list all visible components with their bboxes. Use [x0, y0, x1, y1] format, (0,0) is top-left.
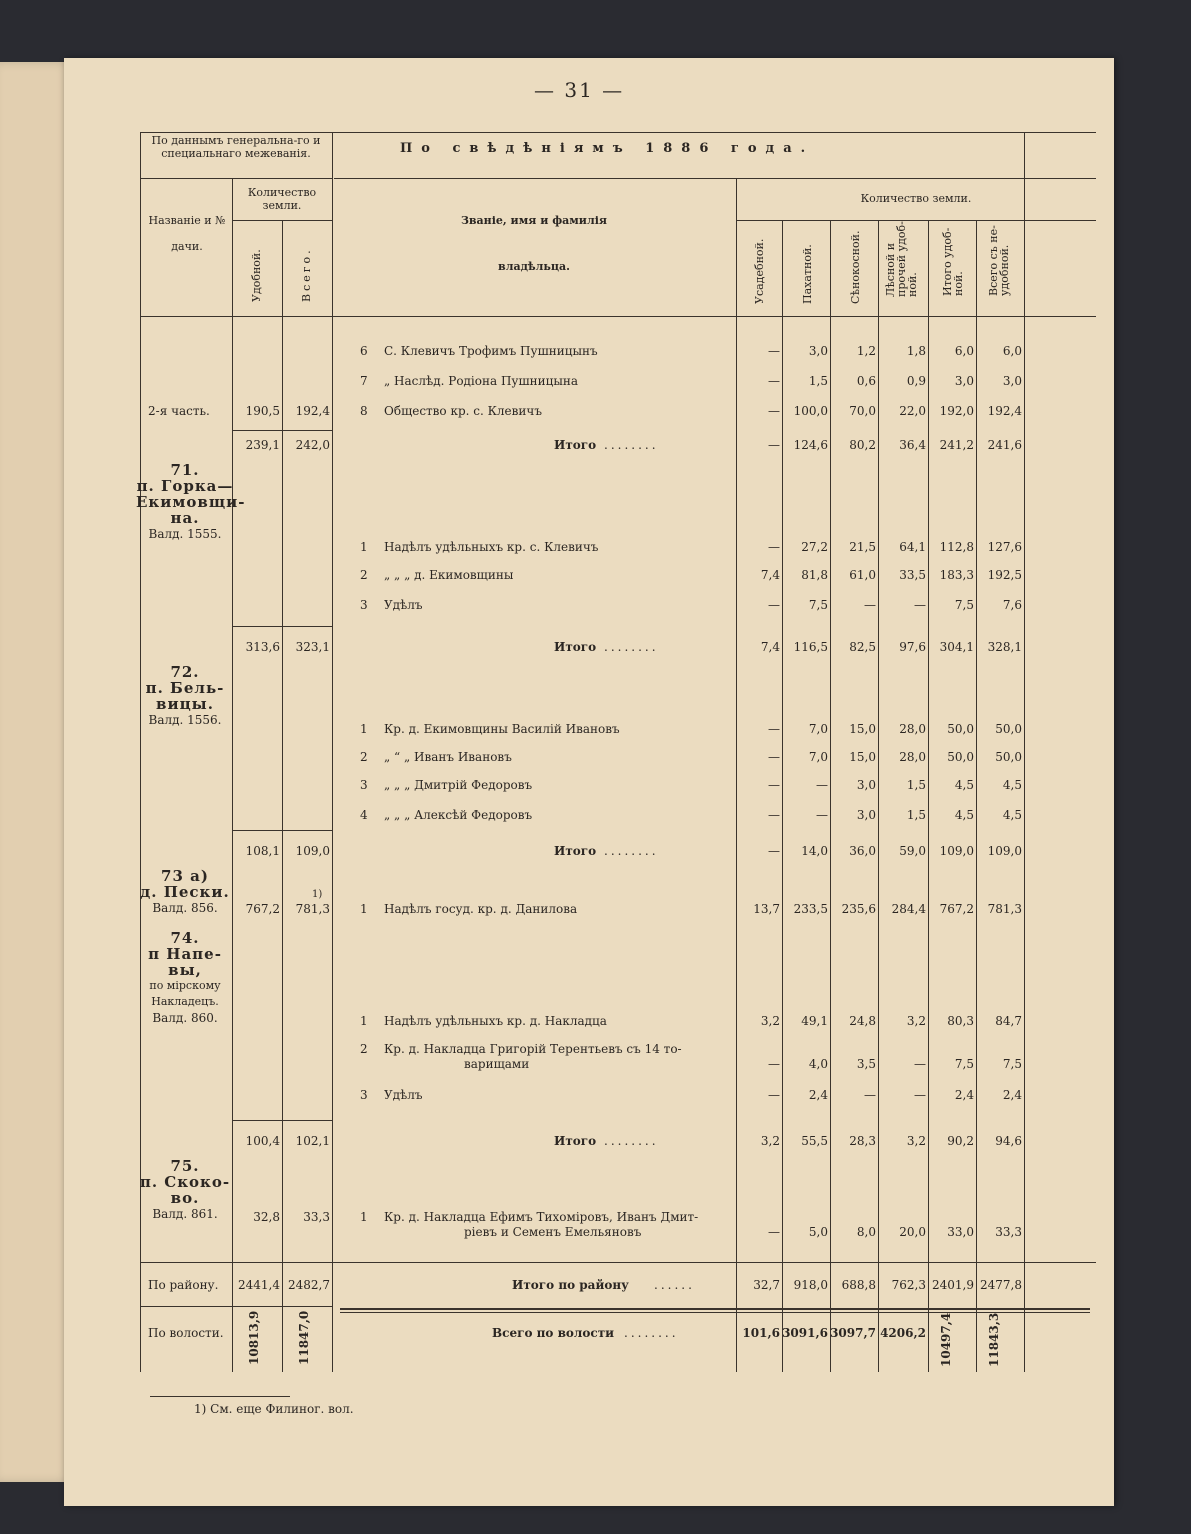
- dot-leader: ........: [604, 640, 659, 654]
- cell-seno: 28,3: [849, 1134, 876, 1148]
- owner-name-cont: варищами: [464, 1057, 530, 1071]
- plot-75: [136, 1158, 234, 1222]
- cell-itogo: 767,2: [939, 902, 974, 916]
- subtotal-label: Итого: [554, 844, 597, 858]
- cell-seno: —: [864, 598, 876, 612]
- cell-usad: —: [768, 438, 780, 452]
- volost-label: По волости.: [148, 1326, 224, 1340]
- cell-vsego: 7,5: [1002, 1057, 1022, 1071]
- subtotal-label: Итого: [554, 640, 597, 654]
- header-useful: Удобной.: [250, 249, 263, 302]
- owner-name: „ Наслѣд. Родіона Пушницына: [384, 374, 579, 388]
- cell-vsego: 94,6: [995, 1134, 1022, 1148]
- owner-name: „ “ „ Иванъ Ивановъ: [384, 750, 512, 764]
- header-1886: По свѣдѣніямъ 1886 года.: [400, 141, 815, 156]
- volost-rule-double: [340, 1308, 1090, 1310]
- footnote-rule: [150, 1396, 290, 1397]
- cell-les: —: [914, 1057, 926, 1071]
- district-vsego: 2477,8: [980, 1278, 1022, 1292]
- owner-name: Удѣлъ: [384, 598, 423, 612]
- gen-useful: 108,1: [245, 844, 280, 858]
- district-usad: 32,7: [753, 1278, 780, 1292]
- owner-name: „ „ „ Дмитрій Федоровъ: [384, 778, 533, 792]
- dot-leader: ........: [624, 1326, 679, 1340]
- cell-seno: 15,0: [849, 750, 876, 764]
- gen-total: 323,1: [295, 640, 330, 654]
- cell-seno: 80,2: [849, 438, 876, 452]
- cell-pash: —: [816, 778, 828, 792]
- cell-pash: 49,1: [801, 1014, 828, 1028]
- cell-usad: —: [768, 1088, 780, 1102]
- row-number: 3: [360, 778, 368, 792]
- gen-total: 102,1: [295, 1134, 330, 1148]
- district-seno: 688,8: [841, 1278, 876, 1292]
- cell-pash: 55,5: [801, 1134, 828, 1148]
- cell-itogo: 109,0: [939, 844, 974, 858]
- plot-title: п. Горка— Екимовщи-на.: [136, 477, 246, 527]
- cell-les: 64,1: [899, 540, 926, 554]
- cell-seno: 15,0: [849, 722, 876, 736]
- column-rule: [976, 220, 977, 1372]
- cell-pash: 81,8: [801, 568, 828, 582]
- header-vsego-neudobnoy: Всего съ не-удобной.: [987, 225, 1011, 296]
- plot-73: [136, 868, 234, 916]
- cell-les: 0,9: [906, 374, 926, 388]
- previous-page-edge: [0, 62, 74, 1482]
- plot-71: [136, 461, 246, 542]
- cell-pash: 124,6: [793, 438, 828, 452]
- header-qty-1886: Количество земли.: [860, 192, 972, 205]
- header-survey: По даннымъ генеральна-го и специальнаго межеванія.: [151, 134, 321, 160]
- cell-usad: —: [768, 1057, 780, 1071]
- gen-useful: 239,1: [245, 438, 280, 452]
- district-gen-useful: 2441,4: [238, 1278, 280, 1292]
- cell-usad: 3,2: [760, 1134, 780, 1148]
- cell-itogo: 2,4: [954, 1088, 974, 1102]
- header-rule: [140, 178, 332, 179]
- row-number: 1: [360, 902, 368, 916]
- cell-itogo: 241,2: [939, 438, 974, 452]
- cell-itogo: 112,8: [939, 540, 974, 554]
- subtotal-rule: [232, 830, 332, 831]
- cell-vsego: 7,6: [1002, 598, 1022, 612]
- gen-useful: 190,5: [245, 404, 280, 418]
- cell-les: 20,0: [899, 1225, 926, 1239]
- cell-usad: —: [768, 344, 780, 358]
- plot-vald: Валд. 1556.: [148, 713, 222, 727]
- row-number: 1: [360, 1014, 368, 1028]
- plot-vald: Валд. 861.: [152, 1207, 218, 1221]
- cell-seno: 0,6: [856, 374, 876, 388]
- cell-itogo: 90,2: [947, 1134, 974, 1148]
- row-number: 6: [360, 344, 368, 358]
- gen-total: 781,3: [295, 902, 330, 916]
- column-rule: [282, 220, 283, 1372]
- cell-vsego: 50,0: [995, 722, 1022, 736]
- cell-usad: 7,4: [760, 640, 780, 654]
- cell-itogo: 7,5: [954, 598, 974, 612]
- dot-leader: ........: [604, 438, 659, 452]
- cell-vsego: 109,0: [987, 844, 1022, 858]
- volost-title: Всего по волости: [492, 1326, 615, 1340]
- cell-usad: —: [768, 808, 780, 822]
- cell-les: —: [914, 598, 926, 612]
- volost-pash: 3091,6: [782, 1326, 828, 1340]
- column-rule: [782, 220, 783, 1372]
- owner-name: „ „ „ д. Екимовщины: [384, 568, 514, 582]
- cell-seno: 21,5: [849, 540, 876, 554]
- cell-les: 3,2: [906, 1014, 926, 1028]
- cell-vsego: 4,5: [1002, 778, 1022, 792]
- row-number: 3: [360, 598, 368, 612]
- dot-leader: ........: [604, 1134, 659, 1148]
- cell-pash: 7,0: [808, 722, 828, 736]
- cell-itogo: 4,5: [954, 778, 974, 792]
- cell-seno: 1,2: [856, 344, 876, 358]
- cell-usad: —: [768, 598, 780, 612]
- cell-itogo: 3,0: [954, 374, 974, 388]
- header-itogo-udobnoy: Итого удоб-ной.: [941, 227, 965, 296]
- header-senokosnoy: Сѣнокосной.: [849, 230, 862, 304]
- gen-total: 33,3: [303, 1210, 330, 1224]
- cell-usad: —: [768, 1225, 780, 1239]
- cell-les: 28,0: [899, 750, 926, 764]
- owner-name: „ „ „ Алексѣй Федоровъ: [384, 808, 533, 822]
- cell-itogo: 183,3: [939, 568, 974, 582]
- cell-vsego: 2,4: [1002, 1088, 1022, 1102]
- cell-seno: 8,0: [856, 1225, 876, 1239]
- owner-name: С. Клевичъ Трофимъ Пушницынъ: [384, 344, 598, 358]
- cell-itogo: 33,0: [947, 1225, 974, 1239]
- plot-vald: Валд. 1555.: [148, 527, 222, 541]
- gen-useful: 100,4: [245, 1134, 280, 1148]
- cell-pash: 14,0: [801, 844, 828, 858]
- row-number: 2: [360, 750, 368, 764]
- district-label: По району.: [148, 1278, 219, 1292]
- cell-vsego: 192,4: [987, 404, 1022, 418]
- plot-label: 2-я часть.: [148, 404, 210, 418]
- district-les: 762,3: [891, 1278, 926, 1292]
- cell-seno: 3,0: [856, 778, 876, 792]
- header-rule: [334, 178, 1096, 179]
- row-number: 8: [360, 404, 368, 418]
- owner-name: Кр. д. Накладца Григорій Терентьевъ съ 14 то-: [384, 1042, 682, 1056]
- cell-itogo: 80,3: [947, 1014, 974, 1028]
- cell-les: 1,8: [906, 344, 926, 358]
- cell-pash: 116,5: [793, 640, 828, 654]
- cell-seno: 70,0: [849, 404, 876, 418]
- cell-les: 3,2: [906, 1134, 926, 1148]
- cell-usad: 13,7: [753, 902, 780, 916]
- header-total: Всего.: [300, 247, 313, 302]
- owner-name: Кр. д. Накладца Ефимъ Тихоміровъ, Иванъ Дмит-: [384, 1210, 699, 1224]
- volost-seno: 3097,7: [830, 1326, 876, 1340]
- header-usadebnoy: Усадебной.: [753, 238, 766, 304]
- cell-seno: —: [864, 1088, 876, 1102]
- volost-itogo: 10497,4: [939, 1312, 953, 1367]
- gen-total: 109,0: [295, 844, 330, 858]
- owner-name-cont: ріевъ и Семенъ Емельяновъ: [464, 1225, 642, 1239]
- cell-pash: 5,0: [808, 1225, 828, 1239]
- cell-pash: 7,0: [808, 750, 828, 764]
- cell-pash: 1,5: [808, 374, 828, 388]
- footnote: 1) См. еще Филиног. вол.: [194, 1402, 354, 1416]
- district-itogo: 2401,9: [932, 1278, 974, 1292]
- column-rule: [1024, 132, 1025, 1372]
- cell-pash: 233,5: [793, 902, 828, 916]
- plot-vald: Валд. 860.: [152, 1011, 218, 1025]
- row-number: 2: [360, 1042, 368, 1056]
- header-lesnoy: Лѣсной и прочей удоб-ной.: [884, 221, 919, 297]
- cell-usad: 7,4: [760, 568, 780, 582]
- header-bottom-border: [140, 316, 1096, 317]
- header-pahatnoy: Пахатной.: [801, 244, 814, 304]
- owner-name: Надѣлъ удѣльныхъ кр. д. Накладца: [384, 1014, 607, 1028]
- cell-usad: 3,2: [760, 1014, 780, 1028]
- cell-seno: 3,0: [856, 808, 876, 822]
- cell-pash: 7,5: [808, 598, 828, 612]
- volost-vsego: 11843,3: [987, 1312, 1001, 1367]
- cell-usad: —: [768, 404, 780, 418]
- column-rule: [830, 220, 831, 1372]
- cell-itogo: 4,5: [954, 808, 974, 822]
- plot-title: д. Пески.: [140, 883, 230, 901]
- plot-num: 72.: [170, 663, 200, 681]
- cell-les: 28,0: [899, 722, 926, 736]
- cell-pash: 4,0: [808, 1057, 828, 1071]
- cell-vsego: 4,5: [1002, 808, 1022, 822]
- volost-gen-useful: 10813,9: [247, 1310, 261, 1365]
- plot-num: 74.: [170, 929, 200, 947]
- district-gen-total: 2482,7: [288, 1278, 330, 1292]
- cell-vsego: 328,1: [987, 640, 1022, 654]
- cell-vsego: 6,0: [1002, 344, 1022, 358]
- footnote-marker: 1): [312, 889, 323, 900]
- subtotal-rule: [232, 1120, 332, 1121]
- plot-72: [136, 664, 234, 728]
- subtotal-rule: [232, 430, 332, 431]
- cell-les: 33,5: [899, 568, 926, 582]
- cell-les: 36,4: [899, 438, 926, 452]
- column-rule: [332, 132, 333, 1372]
- cell-usad: —: [768, 750, 780, 764]
- subtotal-label: Итого: [554, 1134, 597, 1148]
- district-rule: [140, 1262, 1096, 1263]
- cell-pash: 27,2: [801, 540, 828, 554]
- cell-seno: 235,6: [841, 902, 876, 916]
- subtotal-label: Итого: [554, 438, 597, 452]
- cell-vsego: 192,5: [987, 568, 1022, 582]
- cell-les: 59,0: [899, 844, 926, 858]
- cell-vsego: 781,3: [987, 902, 1022, 916]
- cell-vsego: 50,0: [995, 750, 1022, 764]
- cell-pash: 100,0: [793, 404, 828, 418]
- cell-pash: —: [816, 808, 828, 822]
- cell-usad: —: [768, 844, 780, 858]
- volost-les: 4206,2: [880, 1326, 926, 1340]
- owner-name: Надѣлъ госуд. кр. д. Данилова: [384, 902, 578, 916]
- plot-title: п Напе-вы,: [148, 945, 222, 979]
- cell-les: 22,0: [899, 404, 926, 418]
- cell-itogo: 6,0: [954, 344, 974, 358]
- gen-useful: 313,6: [245, 640, 280, 654]
- cell-pash: 2,4: [808, 1088, 828, 1102]
- cell-pash: 3,0: [808, 344, 828, 358]
- cell-usad: —: [768, 722, 780, 736]
- row-number: 1: [360, 1210, 368, 1224]
- cell-itogo: 192,0: [939, 404, 974, 418]
- gen-total: 192,4: [295, 404, 330, 418]
- cell-seno: 61,0: [849, 568, 876, 582]
- gen-useful: 32,8: [253, 1210, 280, 1224]
- plot-title: п. Скоко-во.: [139, 1173, 231, 1207]
- owner-name: Общество кр. с. Клевичъ: [384, 404, 542, 418]
- district-title: Итого по району: [512, 1278, 629, 1292]
- volost-rule-double: [340, 1312, 1090, 1313]
- plot-vald: Валд. 856.: [152, 901, 218, 915]
- gen-useful: 767,2: [245, 902, 280, 916]
- header-qty: Количество земли.: [247, 186, 317, 212]
- plot-title: п. Бель-вицы.: [145, 679, 225, 713]
- cell-usad: —: [768, 540, 780, 554]
- column-rule: [878, 220, 879, 1372]
- row-number: 4: [360, 808, 368, 822]
- row-number: 1: [360, 540, 368, 554]
- subtotal-rule: [232, 626, 332, 627]
- plot-num: 75.: [170, 1157, 200, 1175]
- cell-itogo: 304,1: [939, 640, 974, 654]
- header-owner-2: владѣльца.: [498, 260, 570, 273]
- cell-vsego: 33,3: [995, 1225, 1022, 1239]
- dot-leader: ........: [604, 844, 659, 858]
- cell-seno: 36,0: [849, 844, 876, 858]
- owner-name: Надѣлъ удѣльныхъ кр. с. Клевичъ: [384, 540, 599, 554]
- cell-vsego: 241,6: [987, 438, 1022, 452]
- cell-itogo: 50,0: [947, 722, 974, 736]
- header-owner: Званіе, имя и фамилія: [460, 214, 608, 227]
- cell-usad: —: [768, 778, 780, 792]
- cell-vsego: 3,0: [1002, 374, 1022, 388]
- gen-total: 242,0: [295, 438, 330, 452]
- row-number: 3: [360, 1088, 368, 1102]
- row-number: 2: [360, 568, 368, 582]
- volost-gen-total: 11847,0: [297, 1310, 311, 1365]
- header-plot-name: Названіе и № дачи.: [148, 214, 226, 253]
- cell-les: 1,5: [906, 778, 926, 792]
- plot-74: [136, 930, 234, 1026]
- volost-usad: 101,6: [742, 1326, 780, 1340]
- row-number: 7: [360, 374, 368, 388]
- cell-seno: 82,5: [849, 640, 876, 654]
- cell-seno: 24,8: [849, 1014, 876, 1028]
- cell-les: —: [914, 1088, 926, 1102]
- cell-usad: —: [768, 374, 780, 388]
- cell-les: 284,4: [891, 902, 926, 916]
- plot-subtitle: по мірскому Накладецъ.: [149, 979, 221, 1008]
- cell-itogo: 50,0: [947, 750, 974, 764]
- plot-num: 71.: [170, 461, 200, 479]
- district-pash: 918,0: [793, 1278, 828, 1292]
- cell-vsego: 127,6: [987, 540, 1022, 554]
- row-number: 1: [360, 722, 368, 736]
- dot-leader: ......: [654, 1278, 695, 1292]
- cell-itogo: 7,5: [954, 1057, 974, 1071]
- cell-vsego: 84,7: [995, 1014, 1022, 1028]
- cell-les: 97,6: [899, 640, 926, 654]
- table-top-border: [140, 132, 1096, 133]
- owner-name: Кр. д. Екимовщины Василій Ивановъ: [384, 722, 620, 736]
- cell-les: 1,5: [906, 808, 926, 822]
- column-rule: [928, 220, 929, 1372]
- cell-seno: 3,5: [856, 1057, 876, 1071]
- owner-name: Удѣлъ: [384, 1088, 423, 1102]
- page-number: — 31 —: [534, 78, 625, 102]
- plot-num: 73 а): [161, 867, 209, 885]
- document-page: [64, 58, 1114, 1506]
